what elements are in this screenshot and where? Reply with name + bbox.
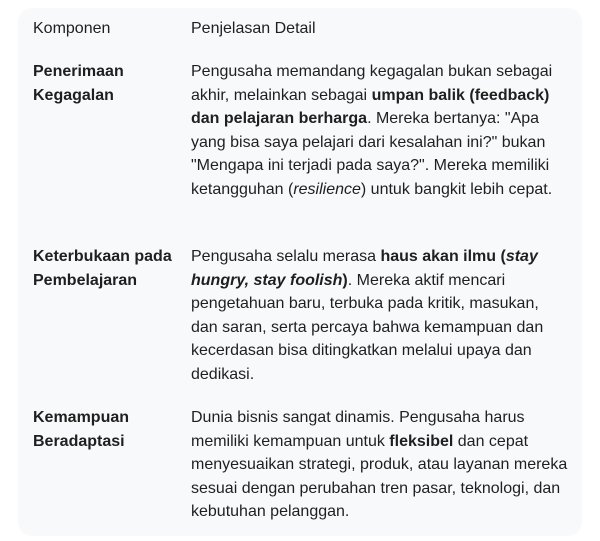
header-penjelasan: Penjelasan Detail: [191, 20, 316, 37]
component-table: [18, 8, 582, 536]
row-description: Pengusaha memandang kegagalan bukan sebagai akhir, melainkan sebagai umpan balik (feedback) dan pelajaran berharga. Mereka bertanya: "Apa yang bisa saya pelajari dari kesalahan ini?" bukan "Mengapa ini terjadi pada saya?". Mereka memiliki ketangguhan (resilience) untuk bangkit lebih cepat.: [191, 63, 553, 198]
header-komponen: Komponen: [33, 20, 111, 37]
row-description: Pengusaha selalu merasa haus akan ilmu (stay hungry, stay foolish). Mereka aktif mencari pengetahuan baru, terbuka pada kritik, masukan, dan saran, serta percaya bahwa kemampuan dan kecerdasan bisa ditingkatkan melalui upaya dan dedikasi.: [191, 248, 544, 383]
row-description: Dunia bisnis sangat dinamis. Pengusaha harus memiliki kemampuan untuk fleksibel dan cepat menyesuaikan strategi, produk, atau layanan mereka sesuai dengan perubahan tren pasar, teknologi, dan kebutuhan pelanggan.: [191, 409, 568, 521]
row-key: Penerimaan Kegagalan: [33, 63, 124, 104]
row-key: Kemampuan Beradaptasi: [33, 409, 130, 450]
row-key: Keterbukaan pada Pembelajaran: [33, 248, 172, 289]
